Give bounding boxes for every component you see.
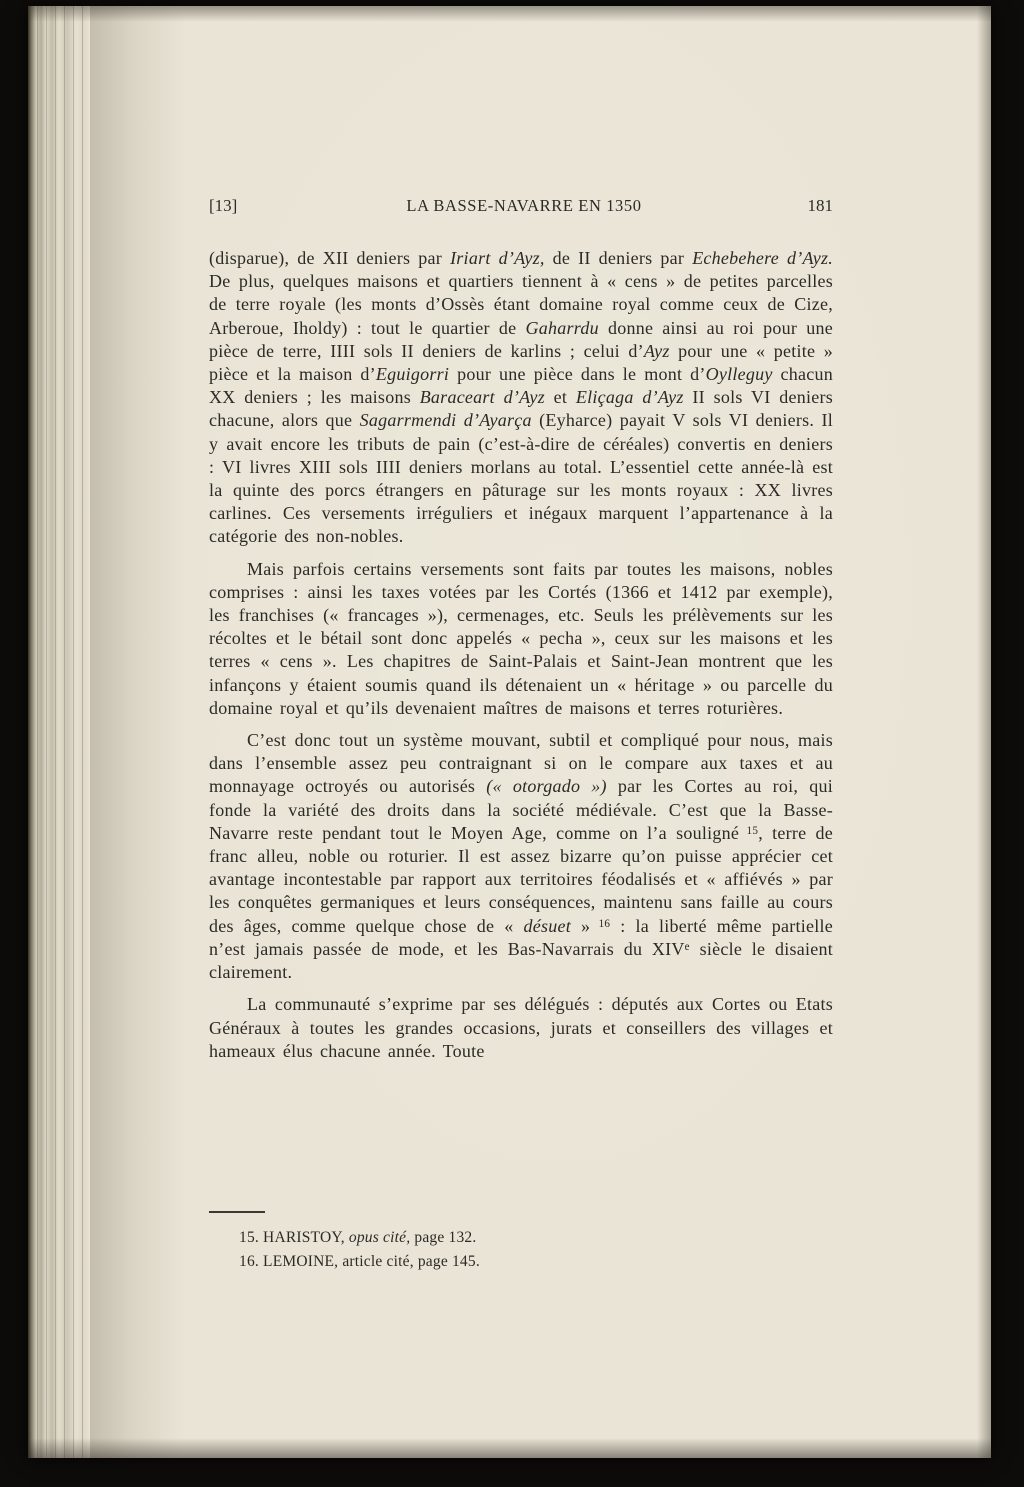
text-run: (disparue), de XII deniers par — [209, 248, 451, 268]
body-paragraphs — [209, 247, 833, 1063]
italic-text-run: Gaharrdu — [525, 317, 599, 338]
top-edge-shadow — [28, 6, 991, 22]
text-block — [209, 196, 833, 1063]
text-run: La communauté s’exprime par ses délégués : députés aux Cortes ou Etats Généraux à toutes les grandes occasions, jurats et conseillers des villages et hameaux élus chacune année. Toute — [209, 994, 833, 1061]
text-run: , terre de franc alleu, noble ou roturier. Il est assez bizarre qu’on puisse apprécier cet avantage incontestable par rapport aux territoires féodalisés et « affiévés » par les conquêtes germaniques et leurs conséquences, maintenu sans faille au cours des âges, comme quelque chose de « — [209, 822, 833, 936]
text-run: Mais parfois certains versements sont faits par toutes les maisons, nobles comprises : ainsi les taxes votées par les Cortés (1366 et 1412 par exemple), les franchises (« francages »), cermenages, etc. Seuls les prélèvements sur les récoltes et le bétail sont donc appelés « pecha », ceux sur les maisons et les terres « cens ». Les chapitres de Saint-Palais et Saint-Jean montrent que les infançons y étaient soumis quand ils détenaient un « héritage » ou parcelle du domaine royal et qu’ils devenaient maîtres de maisons et terres roturières. — [209, 558, 833, 718]
text-run: » — [571, 915, 591, 936]
text-run: par les Cortes au roi, qui fonde la variété des droits dans la société médiévale. C’est que la Basse-Navarre reste pendant tout le Moyen Age, comme on l’a souligné — [209, 776, 833, 843]
right-edge-shadow — [977, 6, 991, 1458]
italic-text-run: Baraceart d’Ayz — [419, 387, 545, 408]
book-spine-page-edges — [28, 6, 90, 1458]
footnote-reference: 16 — [590, 917, 611, 930]
text-run: C’est donc tout un système mouvant, subtil et compliqué pour nous, mais dans l’ensemble assez peu contraignant si on le compare aux taxes et au monnayage octroyés ou autorisés — [209, 730, 833, 797]
paragraph — [209, 993, 833, 1063]
footnote-list — [209, 1226, 833, 1273]
text-run: 16. LEMOINE, article cité, page 145. — [239, 1252, 480, 1270]
gutter-shadow — [90, 6, 185, 1458]
running-title: LA BASSE-NAVARRE EN 1350 — [406, 196, 642, 215]
text-run: pour une « petite » pièce et la maison d’ — [209, 340, 833, 385]
paragraph — [209, 247, 833, 549]
footnote — [209, 1250, 833, 1274]
text-run: donne ainsi au roi pour une pièce de terre, IIII sols II deniers de karlins ; celui d’ — [209, 317, 833, 361]
book-page — [28, 6, 991, 1458]
text-run: siècle le disaient clairement. — [209, 938, 834, 983]
text-run: pour une pièce dans le mont d’ — [449, 364, 706, 385]
italic-text-run: Echebehere d’Ayz. — [692, 248, 833, 268]
text-run: et — [544, 387, 576, 408]
italic-text-run: Sagarrmendi d’Ayarça — [359, 410, 532, 431]
italic-text-run: Eguigorri — [375, 364, 450, 385]
text-run: page 132. — [410, 1229, 477, 1246]
text-run: (Eyharce) payait V sols VI deniers. Il y avait encore les tributs de pain (c’est-à-dire de céréales) convertis en deniers : VI livres XIII sols IIII deniers morlans au total. L’essentiel cette année-là est la quinte des porcs étrangers en pâturage sur les monts royaux : XX livres carlines. Ces versements irréguliers et inégaux marquent l’appartenance à la catégorie des non-nobles. — [209, 410, 833, 547]
footnote-reference: 15 — [739, 824, 759, 837]
italic-text-run: (« otorgado ») — [486, 776, 607, 797]
paragraph — [209, 729, 833, 984]
text-run: 15. HARISTOY, — [239, 1229, 349, 1246]
text-run: de II deniers par — [544, 248, 693, 268]
italic-text-run: opus cité, — [348, 1229, 411, 1246]
footnote-rule — [209, 1211, 265, 1213]
footnote — [209, 1226, 833, 1250]
text-run: De plus, quelques maisons et quartiers tiennent à « cens » de petites parcelles de terre royale (les monts d’Ossès étant domaine royal comme ceux de Cize, Arberoue, Iholdy) : tout le quartier de — [209, 271, 833, 338]
footnote-reference: e — [684, 940, 690, 953]
italic-text-run: Eliçaga d’Ayz — [575, 387, 684, 408]
italic-text-run: désuet — [523, 915, 571, 936]
page-header — [209, 196, 833, 216]
text-run: II sols VI deniers chacune, alors que — [209, 387, 833, 431]
italic-text-run: Oylleguy — [705, 364, 773, 385]
italic-text-run: Ayz — [643, 340, 670, 361]
page-number: 181 — [807, 196, 833, 215]
paragraph — [209, 558, 833, 720]
bottom-edge-shadow — [28, 1438, 991, 1458]
footnotes-section — [209, 1211, 833, 1273]
section-marker: [13] — [209, 196, 238, 215]
text-run: : la liberté même partielle n’est jamais passée de mode, et les Bas-Navarrais du XIV — [209, 915, 833, 959]
italic-text-run: Iriart d’Ayz, — [450, 248, 545, 268]
text-run: chacun XX deniers ; les maisons — [209, 364, 834, 408]
